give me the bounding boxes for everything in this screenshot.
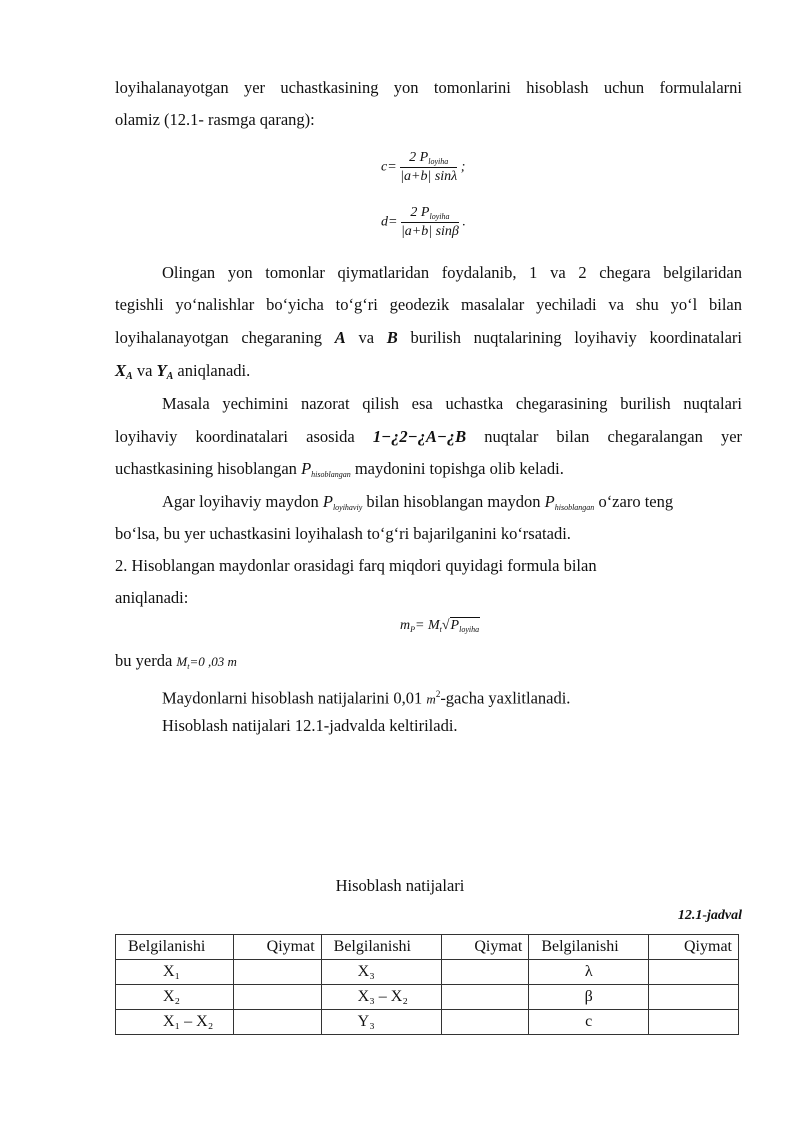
table-cell: X₁ – X₂ — [116, 1010, 234, 1035]
table-header-row — [116, 935, 739, 960]
header-cell: Belgilanishi — [116, 935, 234, 960]
paragraph-3-line-2: loyihaviy koordinatalari asosida 1−¿2−¿A−¿B nuqtalar bilan chegaralangan yer — [115, 427, 743, 446]
table-cell: λ — [529, 960, 649, 985]
table-cell: Y₃ — [321, 1010, 441, 1035]
table-cell: X₃ – X₂ — [321, 985, 441, 1010]
paragraph-5-line-1: 2. Hisoblangan maydonlar orasidagi farq miqdori quyidagi formula bilan — [115, 556, 597, 575]
table-row — [116, 985, 739, 1010]
table-cell: X₁ — [116, 960, 234, 985]
paragraph-8: Hisoblash natijalari 12.1-jadvalda keltiriladi. — [162, 716, 458, 735]
formula-d-lhs: d= — [381, 214, 398, 230]
formula-mp: $m_P= M_t√P_{loyiha}$ — [400, 618, 480, 634]
formula-d: d= $\frac{2 P_{loyiha}}{|a+b| \sin\beta}$ . — [381, 205, 466, 239]
paragraph-1-line-1: loyihalanayotgan yer uchastkasining yon tomonlarini hisoblash uchun formulalarni — [115, 78, 742, 97]
table-cell — [233, 1010, 321, 1035]
paragraph-5-line-2: aniqlanadi: — [115, 588, 189, 607]
paragraph-6: bu yerda Mt=0 ,03 m — [115, 651, 237, 671]
table-cell — [649, 960, 739, 985]
header-cell: Qiymat — [649, 935, 739, 960]
paragraph-7: Maydonlarni hisoblash natijalarini 0,01 $m^2$-gacha yaxlitlanadi. — [162, 688, 571, 708]
paragraph-2-line-4: XA va YA aniqlanadi. — [115, 361, 251, 382]
table-cell — [233, 985, 321, 1010]
results-table — [115, 934, 739, 1035]
table-row — [116, 1010, 739, 1035]
table-cell: X₂ — [116, 985, 234, 1010]
formula-c: c= $\frac{2 P_{loyiha}}{|a+b| \sin\lambda}$ ; — [381, 150, 466, 184]
header-cell: Qiymat — [441, 935, 529, 960]
table-caption: Hisoblash natijalari — [335, 876, 465, 895]
table-row — [116, 960, 739, 985]
paragraph-2-line-1: Olingan yon tomonlar qiymatlaridan foydalanib, 1 va 2 chegara belgilaridan — [162, 263, 742, 282]
paragraph-1-line-2: olamiz (12.1- rasmga qarang): — [115, 110, 315, 129]
table-cell — [233, 960, 321, 985]
table-cell: β — [529, 985, 649, 1010]
table-number: 12.1-jadval — [677, 908, 742, 923]
table-cell — [441, 985, 529, 1010]
paragraph-2-line-3: loyihalanayotgan chegaraning A va B burilish nuqtalarining loyihaviy koordinatalari — [115, 328, 742, 347]
table-cell — [441, 960, 529, 985]
header-cell: Qiymat — [233, 935, 321, 960]
formula-d-fraction: $\frac{2 P_{loyiha}}{|a+b| \sin\beta}$ — [400, 205, 459, 239]
header-cell: Belgilanishi — [321, 935, 441, 960]
paragraph-2-line-2: tegishli yo‘nalishlar bo‘yicha to‘g‘ri geodezik masalalar yechiladi va shu yo‘l bilan — [115, 295, 742, 314]
paragraph-4-line-2: bo‘lsa, bu yer uchastkasini loyihalash to‘g‘ri bajarilganini ko‘rsatadi. — [115, 524, 571, 543]
header-cell: Belgilanishi — [529, 935, 649, 960]
paragraph-4-line-1: Agar loyihaviy maydon Ployihaviy bilan hisoblangan maydon Phisoblangan o‘zaro teng — [162, 492, 674, 512]
table-cell — [441, 1010, 529, 1035]
paragraph-3-line-1: Masala yechimini nazorat qilish esa uchastka chegarasining burilish nuqtalari — [162, 394, 742, 413]
paragraph-3-line-3: uchastkasining hisoblangan Phisoblangan maydonini topishga olib keladi. — [115, 459, 564, 479]
formula-c-fraction: $\frac{2 P_{loyiha}}{|a+b| \sin\lambda}$ — [400, 150, 458, 184]
formula-c-lhs: c= — [381, 159, 397, 175]
table-cell — [649, 1010, 739, 1035]
table-cell: X₃ — [321, 960, 441, 985]
table-cell: c — [529, 1010, 649, 1035]
table-cell — [649, 985, 739, 1010]
